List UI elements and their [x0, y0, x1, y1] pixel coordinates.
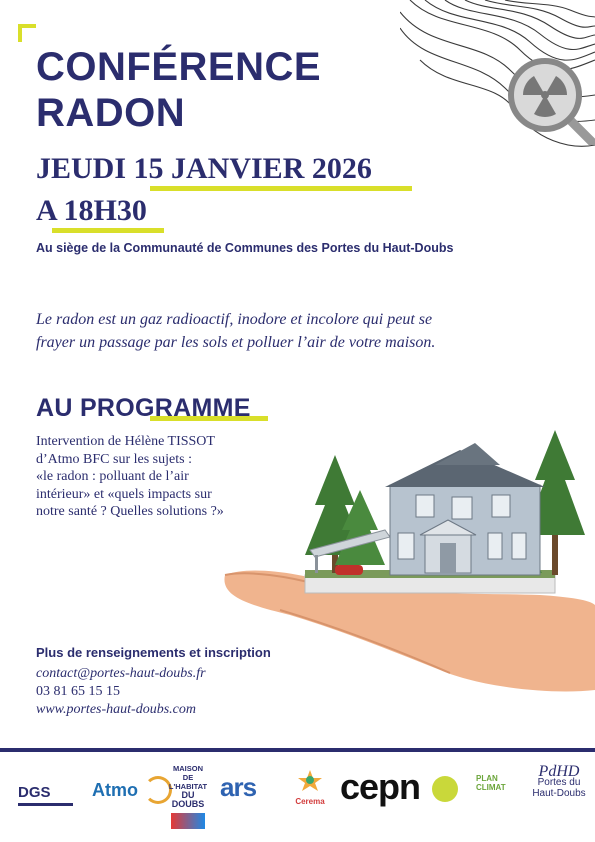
intro-text — [36, 308, 556, 354]
title-line-2: RADON — [36, 91, 186, 135]
hand-house-illustration — [220, 425, 595, 695]
programme-line: «le radon : polluant de l’air — [36, 469, 189, 484]
programme-line: d’Atmo BFC sur les sujets : — [36, 451, 192, 467]
maison-line: MAISON — [173, 764, 203, 773]
plan-climat-logo — [476, 774, 506, 792]
dgs-logo-text: DGS — [18, 784, 51, 801]
contact-email[interactable]: contact@portes-haut-doubs.fr — [36, 666, 206, 681]
cerema-logo-text: Cerema — [295, 797, 325, 806]
portes-haut-doubs-logo: PdHD Portes du Haut-Doubs — [528, 766, 590, 799]
phd-line: Haut-Doubs — [532, 788, 586, 799]
atmo-logo — [92, 780, 138, 801]
page-title — [36, 44, 321, 136]
cerema-logo — [290, 768, 330, 806]
venue: Au siège de la Communauté de Communes des Portes du Haut-Doubs — [36, 241, 454, 255]
event-time: A 18H30 — [36, 194, 147, 227]
radiation-magnifier-icon — [505, 55, 595, 145]
title-line-1: CONFÉRENCE — [36, 45, 322, 89]
cerema-icon — [295, 768, 325, 792]
maison-line: DU DOUBS — [171, 790, 205, 809]
ars-logo: ars — [220, 772, 257, 802]
cepn-logo: cepn — [340, 766, 421, 807]
contact-phone[interactable]: 03 81 65 15 15 — [36, 684, 120, 699]
plan-line: PLAN — [476, 774, 498, 783]
event-date: JEUDI 15 JANVIER 2026 — [36, 152, 372, 185]
programme-line: intérieur» et «quels impacts sur — [36, 486, 212, 502]
phd-line: Portes du — [537, 777, 581, 788]
partner-logos — [0, 760, 595, 830]
maison-habitat-logo — [168, 764, 208, 829]
cepn-sun-icon — [432, 776, 458, 802]
contact-website[interactable]: www.portes-haut-doubs.com — [36, 702, 196, 717]
atmo-logo-text: Atmo — [92, 780, 138, 800]
corner-accent — [18, 24, 36, 42]
intro-line-2: frayer un passage par les sols et polluer l’air de votre maison. — [36, 334, 436, 351]
dgs-logo — [18, 784, 73, 806]
programme-line: Intervention de Hélène TISSOT — [36, 434, 215, 449]
plan-line: CLIMAT — [476, 783, 506, 792]
contact-heading: Plus de renseignements et inscription — [36, 645, 271, 660]
date-highlight-1 — [150, 186, 412, 191]
intro-line-1: Le radon est un gaz radioactif, inodore et incolore qui peut se — [36, 311, 433, 328]
footer-divider — [0, 748, 595, 752]
date-highlight-2 — [52, 228, 164, 233]
maison-line: DE L'HABITAT — [168, 773, 208, 791]
programme-line: notre santé ? Quelles solutions ?» — [36, 504, 224, 519]
programme-heading: AU PROGRAMME — [36, 394, 251, 422]
